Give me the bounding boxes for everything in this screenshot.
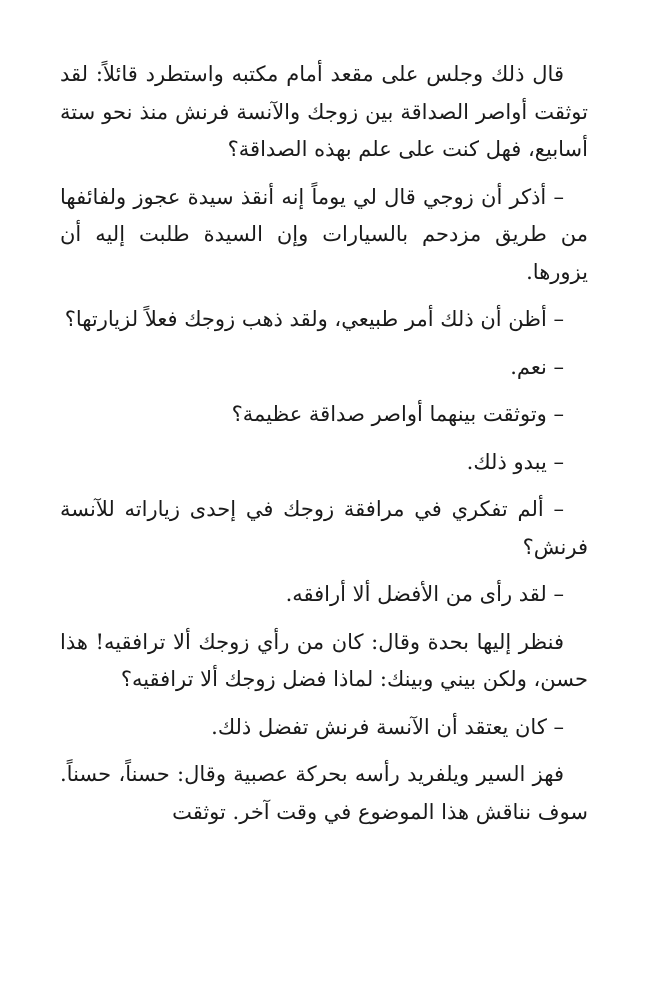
dialogue-line: – أظن أن ذلك أمر طبيعي، ولقد ذهب زوجك فعلاً لزيارتها؟ [64, 307, 564, 331]
dialogue-line: – وتوثقت بينهما أواصر صداقة عظيمة؟ [231, 402, 564, 426]
dialogue-line: – نعم. [510, 354, 564, 379]
dialogue-line: – لقد رأى من الأفضل ألا أرافقه. [285, 582, 564, 606]
dialogue-line: – أذكر أن زوجي قال لي يوماً إنه أنقذ سيدة عجوز ولفائفها من طريق مزدحم بالسيارات وإن السيدة طلبت إليه أن يزورها. [60, 184, 588, 284]
dialogue-line: – يبدو ذلك. [466, 449, 564, 474]
narration-paragraph: فنظر إليها بحدة وقال: كان من رأي زوجك ألا ترافقيه! هذا حسن، ولكن بيني وبينك: لماذا فضل زوجك ألا ترافقيه؟ [60, 629, 588, 691]
book-page [60, 0, 588, 1000]
dialogue-line: – كان يعتقد أن الآنسة فرنش تفضل ذلك. [211, 714, 564, 739]
narration-paragraph: قال ذلك وجلس على مقعد أمام مكتبه واستطرد قائلاً: لقد توثقت أواصر الصداقة بين زوجك والآنسة فرنش منذ نحو ستة أسابيع، فهل كنت على علم بهذه الصداقة؟ [60, 62, 588, 161]
narration-paragraph: فهز السير ويلفريد رأسه بحركة عصبية وقال: حسناً، حسناً. سوف نناقش هذا الموضوع في وقت آخر. توثقت [60, 762, 588, 824]
dialogue-line: – ألم تفكري في مرافقة زوجك في إحدى زياراته للآنسة فرنش؟ [60, 497, 588, 559]
